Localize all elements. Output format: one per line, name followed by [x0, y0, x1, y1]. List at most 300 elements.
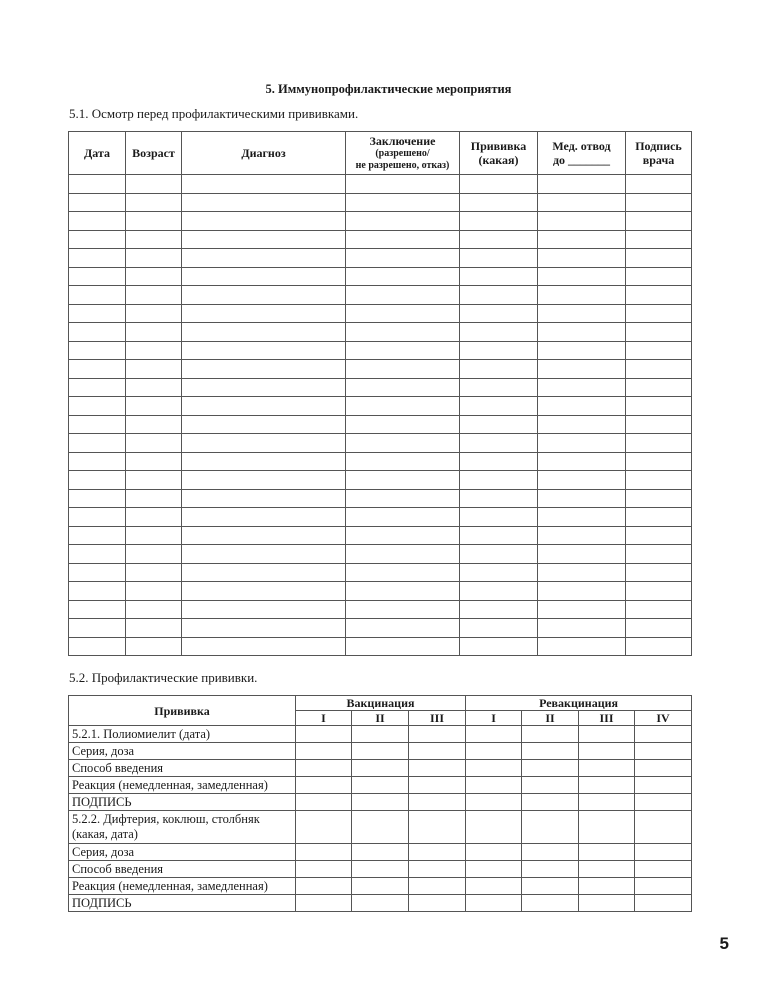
exam-cell[interactable] [346, 341, 460, 360]
vaccine-row-label: Реакция (немедленная, замедленная) [69, 777, 296, 794]
exam-cell[interactable] [346, 304, 460, 323]
vaccine-cell[interactable] [409, 760, 466, 777]
header-vaccine: Прививка [69, 696, 296, 726]
exam-cell[interactable] [126, 508, 182, 527]
exam-cell[interactable] [346, 212, 460, 231]
vaccine-cell[interactable] [352, 726, 409, 743]
exam-cell[interactable] [460, 637, 538, 656]
exam-cell[interactable] [346, 582, 460, 601]
exam-cell[interactable] [538, 341, 626, 360]
vaccine-cell[interactable] [296, 844, 352, 861]
subsection-title-5-1: 5.1. Осмотр перед профилактическими прививками. [69, 106, 359, 121]
vaccine-cell[interactable] [635, 726, 692, 743]
exam-cell[interactable] [126, 563, 182, 582]
vaccine-cell[interactable] [635, 760, 692, 777]
vaccine-cell[interactable] [522, 861, 579, 878]
exam-cell[interactable] [182, 489, 346, 508]
exam-cell[interactable] [626, 526, 692, 545]
exam-cell[interactable] [69, 249, 126, 268]
exam-row [69, 378, 692, 397]
vaccine-cell[interactable] [522, 726, 579, 743]
exam-cell[interactable] [626, 323, 692, 342]
vaccine-cell[interactable] [635, 743, 692, 760]
exam-cell[interactable] [182, 434, 346, 453]
exam-cell[interactable] [626, 452, 692, 471]
exam-cell[interactable] [346, 267, 460, 286]
exam-cell[interactable] [126, 249, 182, 268]
vaccine-cell[interactable] [352, 811, 409, 844]
exam-cell[interactable] [182, 397, 346, 416]
exam-cell[interactable] [460, 526, 538, 545]
exam-cell[interactable] [69, 212, 126, 231]
exam-cell[interactable] [69, 637, 126, 656]
exam-cell[interactable] [182, 415, 346, 434]
vaccine-cell[interactable] [579, 777, 635, 794]
vaccine-cell[interactable] [466, 760, 522, 777]
exam-row [69, 249, 692, 268]
exam-cell[interactable] [126, 452, 182, 471]
exam-cell[interactable] [182, 378, 346, 397]
exam-cell[interactable] [538, 582, 626, 601]
vaccine-cell[interactable] [296, 777, 352, 794]
vaccine-cell[interactable] [635, 794, 692, 811]
exam-cell[interactable] [126, 619, 182, 638]
exam-cell[interactable] [538, 619, 626, 638]
header-age: Возраст [126, 132, 182, 175]
vaccine-cell[interactable] [409, 811, 466, 844]
vaccine-cell[interactable] [579, 794, 635, 811]
exam-cell[interactable] [126, 471, 182, 490]
exam-cell[interactable] [626, 637, 692, 656]
exam-cell[interactable] [538, 193, 626, 212]
vaccine-cell[interactable] [522, 760, 579, 777]
exam-cell[interactable] [460, 212, 538, 231]
exam-cell[interactable] [182, 619, 346, 638]
exam-cell[interactable] [460, 360, 538, 379]
exam-cell[interactable] [626, 563, 692, 582]
exam-cell[interactable] [626, 230, 692, 249]
exam-cell[interactable] [69, 397, 126, 416]
exam-cell[interactable] [126, 637, 182, 656]
exam-cell[interactable] [69, 267, 126, 286]
header-signature-line1: Подпись [635, 138, 682, 153]
vaccine-cell[interactable] [296, 760, 352, 777]
exam-cell[interactable] [626, 582, 692, 601]
exam-cell[interactable] [460, 508, 538, 527]
vaccine-row [69, 777, 692, 794]
vaccine-cell[interactable] [466, 895, 522, 912]
exam-cell[interactable] [460, 471, 538, 490]
vaccine-cell[interactable] [352, 861, 409, 878]
exam-cell[interactable] [346, 526, 460, 545]
header-medical-exemption-line2: до _______ [552, 153, 611, 167]
exam-cell[interactable] [538, 637, 626, 656]
exam-cell[interactable] [346, 249, 460, 268]
vaccine-cell[interactable] [522, 777, 579, 794]
vaccine-cell[interactable] [352, 844, 409, 861]
exam-row [69, 452, 692, 471]
exam-cell[interactable] [182, 471, 346, 490]
vaccine-cell[interactable] [635, 878, 692, 895]
exam-row [69, 360, 692, 379]
exam-cell[interactable] [346, 471, 460, 490]
vaccine-cell[interactable] [296, 878, 352, 895]
exam-cell[interactable] [346, 434, 460, 453]
exam-cell[interactable] [69, 600, 126, 619]
exam-cell[interactable] [538, 378, 626, 397]
vaccine-cell[interactable] [522, 794, 579, 811]
vaccine-cell[interactable] [352, 794, 409, 811]
exam-cell[interactable] [69, 230, 126, 249]
exam-cell[interactable] [626, 619, 692, 638]
exam-cell[interactable] [538, 526, 626, 545]
vaccine-row [69, 878, 692, 895]
vaccine-cell[interactable] [522, 844, 579, 861]
exam-cell[interactable] [460, 378, 538, 397]
exam-cell[interactable] [460, 397, 538, 416]
vaccine-cell[interactable] [579, 760, 635, 777]
vaccine-row-label: Серия, доза [69, 743, 296, 760]
exam-cell[interactable] [126, 526, 182, 545]
vaccine-cell[interactable] [579, 743, 635, 760]
vaccine-row [69, 726, 692, 743]
exam-cell[interactable] [538, 545, 626, 564]
exam-row [69, 489, 692, 508]
vaccine-cell[interactable] [352, 895, 409, 912]
exam-cell[interactable] [126, 286, 182, 305]
vaccine-cell[interactable] [579, 811, 635, 844]
exam-table-body [69, 175, 692, 656]
header-medical-exemption [538, 132, 626, 175]
vaccine-row-label: Реакция (немедленная, замедленная) [69, 878, 296, 895]
exam-cell[interactable] [69, 434, 126, 453]
vaccine-cell[interactable] [409, 895, 466, 912]
exam-cell[interactable] [69, 582, 126, 601]
vaccine-cell[interactable] [409, 743, 466, 760]
exam-cell[interactable] [182, 267, 346, 286]
header-revacc-i: I [466, 711, 522, 726]
vaccine-row [69, 895, 692, 912]
exam-cell[interactable] [460, 434, 538, 453]
exam-cell[interactable] [346, 323, 460, 342]
vaccine-cell[interactable] [466, 743, 522, 760]
exam-cell[interactable] [460, 304, 538, 323]
vaccine-cell[interactable] [296, 811, 352, 844]
header-vacc-ii: II [352, 711, 409, 726]
exam-cell[interactable] [126, 378, 182, 397]
exam-cell[interactable] [126, 193, 182, 212]
exam-cell[interactable] [626, 193, 692, 212]
exam-cell[interactable] [538, 434, 626, 453]
exam-cell[interactable] [538, 304, 626, 323]
vaccine-cell[interactable] [352, 777, 409, 794]
exam-row [69, 526, 692, 545]
exam-cell[interactable] [626, 600, 692, 619]
exam-cell[interactable] [538, 452, 626, 471]
exam-cell[interactable] [346, 360, 460, 379]
exam-cell[interactable] [538, 175, 626, 194]
vaccine-cell[interactable] [579, 844, 635, 861]
exam-cell[interactable] [182, 545, 346, 564]
vaccine-row [69, 844, 692, 861]
exam-cell[interactable] [182, 600, 346, 619]
vaccine-cell[interactable] [352, 878, 409, 895]
header-revaccination-group: Ревакцинация [466, 696, 692, 711]
exam-cell[interactable] [460, 545, 538, 564]
exam-cell[interactable] [626, 212, 692, 231]
exam-cell[interactable] [69, 304, 126, 323]
exam-cell[interactable] [182, 582, 346, 601]
exam-row [69, 175, 692, 194]
exam-row [69, 582, 692, 601]
exam-cell[interactable] [460, 600, 538, 619]
section-title: 5. Иммунопрофилактические мероприятия [265, 82, 512, 96]
exam-cell[interactable] [126, 489, 182, 508]
vaccine-row-label: 5.2.1. Полиомиелит (дата) [69, 726, 296, 743]
exam-cell[interactable] [126, 323, 182, 342]
exam-cell[interactable] [126, 230, 182, 249]
vaccine-cell[interactable] [352, 760, 409, 777]
exam-cell[interactable] [69, 619, 126, 638]
vaccine-cell[interactable] [409, 777, 466, 794]
exam-cell[interactable] [538, 230, 626, 249]
vaccine-cell[interactable] [466, 878, 522, 895]
vaccine-cell[interactable] [352, 743, 409, 760]
vaccine-cell[interactable] [579, 878, 635, 895]
exam-cell[interactable] [182, 249, 346, 268]
exam-cell[interactable] [69, 323, 126, 342]
vaccine-cell[interactable] [579, 861, 635, 878]
exam-cell[interactable] [626, 508, 692, 527]
vaccine-cell[interactable] [579, 895, 635, 912]
exam-row [69, 563, 692, 582]
exam-cell[interactable] [346, 563, 460, 582]
exam-cell[interactable] [182, 452, 346, 471]
header-vacc-i: I [296, 711, 352, 726]
exam-cell[interactable] [460, 415, 538, 434]
header-vaccination-main: Прививка [470, 138, 527, 153]
exam-cell[interactable] [126, 341, 182, 360]
vaccinations-table [68, 695, 692, 912]
vaccine-cell[interactable] [409, 844, 466, 861]
exam-cell[interactable] [460, 175, 538, 194]
exam-cell[interactable] [460, 267, 538, 286]
vaccine-cell[interactable] [296, 726, 352, 743]
exam-cell[interactable] [182, 230, 346, 249]
exam-cell[interactable] [626, 378, 692, 397]
exam-cell[interactable] [460, 452, 538, 471]
exam-cell[interactable] [182, 193, 346, 212]
exam-cell[interactable] [182, 304, 346, 323]
exam-cell[interactable] [69, 341, 126, 360]
exam-cell[interactable] [538, 212, 626, 231]
exam-cell[interactable] [626, 267, 692, 286]
exam-cell[interactable] [538, 600, 626, 619]
exam-cell[interactable] [460, 489, 538, 508]
exam-row [69, 600, 692, 619]
exam-cell[interactable] [126, 397, 182, 416]
exam-cell[interactable] [182, 175, 346, 194]
exam-cell[interactable] [346, 600, 460, 619]
exam-cell[interactable] [346, 397, 460, 416]
exam-cell[interactable] [126, 545, 182, 564]
exam-cell[interactable] [182, 286, 346, 305]
vaccine-cell[interactable] [522, 743, 579, 760]
exam-cell[interactable] [346, 230, 460, 249]
vaccine-cell[interactable] [409, 726, 466, 743]
exam-cell[interactable] [460, 563, 538, 582]
exam-cell[interactable] [460, 619, 538, 638]
header-vacc-iii: III [409, 711, 466, 726]
exam-cell[interactable] [182, 637, 346, 656]
exam-cell[interactable] [626, 304, 692, 323]
vaccine-cell[interactable] [522, 811, 579, 844]
exam-cell[interactable] [346, 545, 460, 564]
vaccine-cell[interactable] [635, 777, 692, 794]
vaccine-cell[interactable] [635, 895, 692, 912]
exam-cell[interactable] [69, 526, 126, 545]
exam-cell[interactable] [182, 563, 346, 582]
exam-cell[interactable] [126, 582, 182, 601]
exam-cell[interactable] [182, 526, 346, 545]
exam-cell[interactable] [69, 563, 126, 582]
vaccine-cell[interactable] [522, 895, 579, 912]
exam-cell[interactable] [626, 489, 692, 508]
exam-cell[interactable] [538, 360, 626, 379]
header-medical-exemption-line1: Мед. отвод [552, 138, 611, 153]
vaccine-cell[interactable] [635, 861, 692, 878]
exam-cell[interactable] [69, 193, 126, 212]
exam-cell[interactable] [538, 249, 626, 268]
exam-cell[interactable] [346, 637, 460, 656]
vaccine-cell[interactable] [635, 844, 692, 861]
exam-cell[interactable] [69, 545, 126, 564]
exam-cell[interactable] [626, 434, 692, 453]
vaccine-cell[interactable] [409, 794, 466, 811]
pre-vaccination-exam-table [68, 131, 692, 656]
exam-cell[interactable] [538, 563, 626, 582]
exam-row [69, 212, 692, 231]
exam-cell[interactable] [69, 508, 126, 527]
exam-cell[interactable] [346, 378, 460, 397]
exam-cell[interactable] [626, 249, 692, 268]
vaccine-cell[interactable] [409, 861, 466, 878]
exam-cell[interactable] [538, 267, 626, 286]
vaccine-row-label: Способ введения [69, 861, 296, 878]
exam-row [69, 471, 692, 490]
vaccine-cell[interactable] [466, 844, 522, 861]
exam-cell[interactable] [69, 489, 126, 508]
exam-cell[interactable] [538, 471, 626, 490]
exam-row [69, 619, 692, 638]
vaccine-cell[interactable] [466, 861, 522, 878]
vaccine-cell[interactable] [296, 861, 352, 878]
exam-cell[interactable] [69, 378, 126, 397]
exam-cell[interactable] [346, 415, 460, 434]
exam-cell[interactable] [126, 212, 182, 231]
exam-cell[interactable] [538, 415, 626, 434]
exam-cell[interactable] [69, 360, 126, 379]
vaccine-cell[interactable] [466, 794, 522, 811]
exam-cell[interactable] [346, 619, 460, 638]
exam-cell[interactable] [182, 323, 346, 342]
vaccine-cell[interactable] [409, 878, 466, 895]
exam-row [69, 193, 692, 212]
vaccine-cell[interactable] [296, 794, 352, 811]
vaccine-row [69, 861, 692, 878]
vaccine-cell[interactable] [579, 726, 635, 743]
exam-cell[interactable] [69, 286, 126, 305]
exam-cell[interactable] [182, 508, 346, 527]
exam-cell[interactable] [182, 212, 346, 231]
vaccinations-table-body [69, 726, 692, 912]
vaccine-cell[interactable] [296, 895, 352, 912]
exam-cell[interactable] [126, 304, 182, 323]
vaccine-cell[interactable] [466, 726, 522, 743]
exam-cell[interactable] [126, 434, 182, 453]
exam-cell[interactable] [346, 193, 460, 212]
exam-cell[interactable] [182, 360, 346, 379]
exam-cell[interactable] [182, 341, 346, 360]
exam-cell[interactable] [69, 452, 126, 471]
exam-cell[interactable] [626, 545, 692, 564]
exam-cell[interactable] [346, 286, 460, 305]
exam-cell[interactable] [460, 286, 538, 305]
exam-cell[interactable] [346, 452, 460, 471]
exam-cell[interactable] [346, 175, 460, 194]
exam-cell[interactable] [126, 267, 182, 286]
exam-cell[interactable] [346, 508, 460, 527]
exam-cell[interactable] [460, 582, 538, 601]
exam-cell[interactable] [126, 360, 182, 379]
exam-cell[interactable] [626, 360, 692, 379]
header-vaccination [460, 132, 538, 175]
exam-cell[interactable] [460, 323, 538, 342]
exam-cell[interactable] [626, 175, 692, 194]
exam-cell[interactable] [626, 397, 692, 416]
exam-cell[interactable] [346, 489, 460, 508]
exam-cell[interactable] [126, 415, 182, 434]
vaccine-cell[interactable] [466, 811, 522, 844]
exam-cell[interactable] [460, 230, 538, 249]
vaccine-cell[interactable] [296, 743, 352, 760]
exam-cell[interactable] [626, 341, 692, 360]
exam-row [69, 434, 692, 453]
exam-cell[interactable] [460, 249, 538, 268]
exam-cell[interactable] [538, 489, 626, 508]
vaccine-cell[interactable] [466, 777, 522, 794]
exam-cell[interactable] [626, 415, 692, 434]
exam-cell[interactable] [538, 323, 626, 342]
vaccine-cell[interactable] [635, 811, 692, 844]
exam-cell[interactable] [69, 175, 126, 194]
exam-cell[interactable] [538, 508, 626, 527]
exam-cell[interactable] [538, 397, 626, 416]
exam-cell[interactable] [626, 286, 692, 305]
exam-cell[interactable] [69, 471, 126, 490]
header-diagnosis: Диагноз [182, 132, 346, 175]
exam-cell[interactable] [538, 286, 626, 305]
page-number: 5 [719, 934, 729, 953]
exam-cell[interactable] [126, 600, 182, 619]
exam-cell[interactable] [460, 341, 538, 360]
exam-cell[interactable] [460, 193, 538, 212]
exam-cell[interactable] [626, 471, 692, 490]
exam-cell[interactable] [126, 175, 182, 194]
vaccine-row-label: ПОДПИСЬ [69, 794, 296, 811]
exam-cell[interactable] [69, 415, 126, 434]
vaccine-cell[interactable] [522, 878, 579, 895]
